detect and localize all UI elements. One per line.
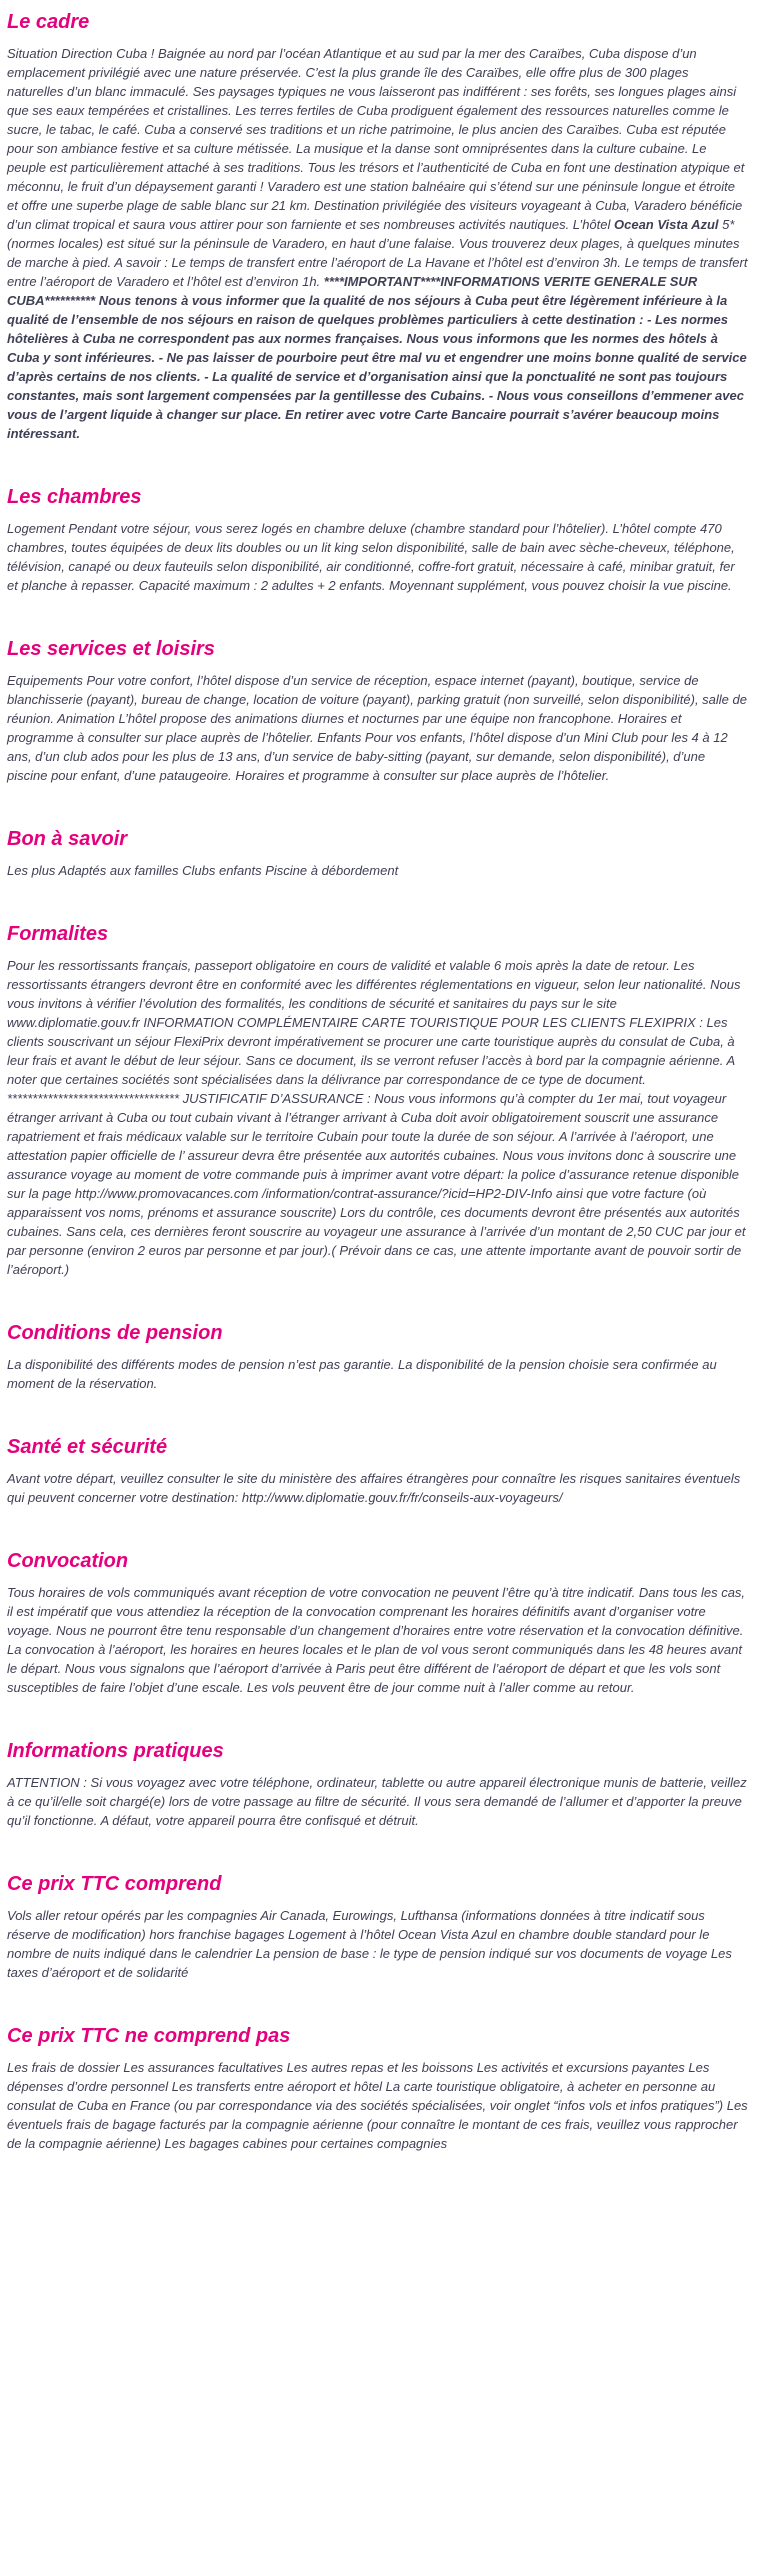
section-heading: Conditions de pension bbox=[7, 1322, 223, 1344]
section-paragraph bbox=[7, 1355, 748, 1393]
document-section bbox=[7, 922, 748, 1279]
section-paragraph bbox=[7, 1583, 748, 1697]
section-paragraph bbox=[7, 1906, 748, 1982]
text-run: Tous horaires de vols communiqués avant réception de votre convocation ne peuvent l’être qu’à titre indicatif. Dans tous les cas, il est impératif que vous attendiez la réception de la convocation comprenant les horaires définitifs avant d’organiser votre voyage. Nous ne pourront être tenu responsable d’un changement d’horaires entre votre réservation et la convocation définitive. La convocation à l’aéroport, les horaires en heures locales et le plan de vol vous seront communiqués dans les 48 heures avant le départ. Nous vous signalons que l’aéroport d’arrivée à Paris peut être différent de l’aéroport de départ et que les vols sont susceptibles de faire l’objet d’une escale. Les vols peuvent être de jour comme nuit à l’aller comme au retour. bbox=[7, 1585, 746, 1695]
section-heading: Santé et sécurité bbox=[7, 1436, 168, 1458]
text-run: Vols aller retour opérés par les compagnies Air Canada, Eurowings, Lufthansa (informations données à titre indicatif sous réserve de modification) hors franchise bagages Logement à l’hôtel Ocean Vista Azul en chambre double standard pour le nombre de nuits indiqué dans le calendrier La pension de base : le type de pension indiqué sur vos documents de voyage Les taxes d’aéroport et de solidarité bbox=[7, 1908, 732, 1980]
text-run: 5* (normes locales) est situé sur la péninsule de Varadero, en haut d’une falaise. Vous trouverez deux plages, à quelques minutes de marche à pied. A savoir : Le temps de transfert entre l’aéroport de La Havane et l’hôtel est d’environ 3h. Le temps de transfert entre l’aéroport de Varadero et l’hôtel est d’environ 1h. bbox=[7, 217, 748, 289]
text-run: Equipements Pour votre confort, l’hôtel dispose d’un service de réception, espace internet (payant), boutique, service de blanchisserie (payant), bureau de change, location de voiture (payant), parking gratuit (non surveillé, selon disponibilité), salle de réunion. Animation L’hôtel propose des animations diurnes et nocturnes par une équipe non francophone. Horaires et programme à consulter sur place auprès de l’hôtelier. Enfants Pour vos enfants, l’hôtel dispose d’un Mini Club pour les 4 à 12 ans, d’un club ados pour les plus de 13 ans, d’un service de baby-sitting (payant, sur demande, selon disponibilité), d’une piscine pour enfant, d’une pataugeoire. Horaires et programme à consulter sur place auprès de l’hôtelier. bbox=[7, 673, 747, 783]
document-section bbox=[7, 10, 748, 443]
text-run: ATTENTION : Si vous voyagez avec votre téléphone, ordinateur, tablette ou autre appareil électronique munis de batterie, veillez à ce qu’il/elle soit chargé(e) lors de votre passage au filtre de sécurité. Il vous sera demandé de l’allumer et d’apporter la preuve qu’il fonctionne. A défaut, votre appareil pourra être confisqué et détruit. bbox=[7, 1775, 747, 1828]
section-heading: Informations pratiques bbox=[7, 1740, 224, 1762]
document-section bbox=[7, 637, 748, 785]
document-section bbox=[7, 1435, 748, 1507]
document-section bbox=[7, 1872, 748, 1982]
section-heading: Le cadre bbox=[7, 11, 90, 33]
section-paragraph bbox=[7, 671, 748, 785]
section-paragraph bbox=[7, 2058, 748, 2153]
text-run: Pour les ressortissants français, passeport obligatoire en cours de validité et valable 6 mois après la date de retour. Les ressortissants étrangers devront être en conformité avec les différentes réglementations en vigueur, selon leur nationalité. Nous vous invitons à vérifier l’évolution des formalités, les conditions de sécurité et sanitaires du pays sur le site www.diplomatie.gouv.fr INFORMATION COMPLÉMENTAIRE CARTE TOURISTIQUE POUR LES CLIENTS FLEXIPRIX : Les clients souscrivant un séjour FlexiPrix devront impérativement se procurer une carte touristique auprès du consulat de Cuba, à leur frais et avant le début de leur séjour. Sans ce document, ils se verront refuser l’accès à bord par la compagnie aérienne. A noter que certaines sociétés sont spécialisées dans la délivrance par correspondance de ce type de document. ********************************** JUSTIFICATIF D’ASSURANCE : Nous vous informons qu’à compter du 1er mai, tout voyageur étranger arrivant à Cuba ou tout cubain vivant à l’étranger arrivant à Cuba doit avoir obligatoirement souscrit une assurance rapatriement et frais médicaux valable sur le territoire Cubain pour toute la durée de son séjour. A l’arrivée à l’aéroport, une attestation papier officielle de l’ assureur devra être présentée aux autorités cubaines. Nous vous invitons donc à souscrire une assurance voyage au moment de votre commande puis à imprimer avant votre départ: la police d’assurance retenue disponible sur la page http://www.promovacances.com /information/contrat-assurance/?icid=HP2-DIV-Info ainsi que votre facture (où apparaissent vos noms, prénoms et assurance souscrite) Lors du contrôle, ces documents devront être présentés aux autorités cubaines. Sans cela, ces dernières feront souscrire au voyageur une assurance à l’arrivée d’un montant de 2,50 CUC par jour et par personne (environ 2 euros par personne et par jour).( Prévoir dans ce cas, une attente importante avant de pouvoir sortir de l’aéroport.) bbox=[7, 958, 746, 1277]
text-run: Les frais de dossier Les assurances facultatives Les autres repas et les boissons Les activités et excursions payantes Les dépenses d’ordre personnel Les transferts entre aéroport et hôtel La carte touristique obligatoire, à acheter en personne au consulat de Cuba en France (ou par correspondance via des sociétés spécialisées, voir onglet “infos vols et infos pratiques”) Les éventuels frais de bagage facturés par la compagnie aérienne (pour connaître le montant de ces frais, veuillez vous rapprocher de la compagnie aérienne) Les bagages cabines pour certaines compagnies bbox=[7, 2060, 748, 2151]
section-heading: Bon à savoir bbox=[7, 828, 128, 850]
text-run: Logement Pendant votre séjour, vous serez logés en chambre deluxe (chambre standard pour l’hôtelier). L’hôtel compte 470 chambres, toutes équipées de deux lits doubles ou un lit king selon disponibilité, salle de bain avec sèche-cheveux, téléphone, télévision, canapé ou deux fauteuils selon disponibilité, air conditionné, coffre-fort gratuit, nécessaire à café, minibar gratuit, fer et planche à repasser. Capacité maximum : 2 adultes + 2 enfants. Moyennant supplément, vous pouvez choisir la vue piscine. bbox=[7, 521, 735, 593]
document-section bbox=[7, 1549, 748, 1697]
text-run: Avant votre départ, veuillez consulter le site du ministère des affaires étrangères pour connaître les risques sanitaires éventuels qui peuvent concerner votre destination: http://www.diplomatie.gouv.fr/fr/conseils-aux-voyageurs/ bbox=[7, 1471, 741, 1505]
section-heading: Formalites bbox=[7, 923, 109, 945]
section-paragraph bbox=[7, 44, 748, 443]
section-paragraph bbox=[7, 861, 748, 880]
text-run: Situation Direction Cuba ! Baignée au nord par l’océan Atlantique et au sud par la mer des Caraïbes, Cuba dispose d’un emplacement privilégié avec une nature préservée. C’est la plus grande île des Caraïbes, elle offre plus de 300 plages naturelles d’un blanc immaculé. Ses paysages typiques ne vous laisseront pas indifférent : ses forêts, ses longues plages ainsi que ses eaux tempérées et cristallines. Les terres fertiles de Cuba prodiguent également des ressources naturelles comme le sucre, le tabac, le café. Cuba a conservé ses traditions et un riche patrimoine, le plus ancien des Caraïbes. Cuba est réputée pour son ambiance festive et sa culture métissée. La musique et la danse sont omniprésentes dans la culture cubaine. Le peuple est particulièrement attaché à ses traditions. Tous les trésors et l’authenticité de Cuba en font une destination atypique et méconnu, le fruit d’un dépaysement garanti ! Varadero est une station balnéaire qui s’étend sur une péninsule longue et étroite et offre une superbe plage de sable blanc sur 21 km. Destination privilégiée des visiteurs voyageant à Cuba, Varadero bénéficie d’un climat tropical et saura vous attirer pour son farniente et ses nombreuses activités nautiques. L’hôtel bbox=[7, 46, 745, 232]
section-heading: Les chambres bbox=[7, 486, 142, 508]
document-section bbox=[7, 1739, 748, 1830]
section-heading: Ce prix TTC ne comprend pas bbox=[7, 2025, 291, 2047]
text-run: Les plus Adaptés aux familles Clubs enfants Piscine à débordement bbox=[7, 863, 399, 878]
section-paragraph bbox=[7, 956, 748, 1279]
section-paragraph bbox=[7, 1469, 748, 1507]
document-section bbox=[7, 1321, 748, 1393]
section-heading: Ce prix TTC comprend bbox=[7, 1873, 222, 1895]
section-paragraph bbox=[7, 519, 748, 595]
text-run: Ocean Vista Azul bbox=[614, 217, 719, 232]
text-run: ****IMPORTANT****INFORMATIONS VERITE GENERALE SUR CUBA********** Nous tenons à vous informer que la qualité de nos séjours à Cuba peut être légèrement inférieure à la qualité de l’ensemble de nos séjours en raison de quelques problèmes particuliers à cette destination : - Les normes hôtelières à Cuba ne correspondent pas aux normes françaises. Nous vous informons que les normes des hôtels à Cuba y sont inférieures. - Ne pas laisser de pourboire peut être mal vu et engendrer une moins bonne qualité de service d’après certains de nos clients. - La qualité de service et d’organisation ainsi que la ponctualité ne sont pas toujours constantes, mais sont largement compensées par la gentillesse des Cubains. - Nous vous conseillons d’emmener avec vous de l’argent liquide à changer sur place. En retirer avec votre Carte Bancaire pourrait s’avérer beaucoup moins intéressant. bbox=[7, 274, 747, 441]
document-section bbox=[7, 2024, 748, 2153]
section-heading: Les services et loisirs bbox=[7, 638, 215, 660]
document-section bbox=[7, 485, 748, 595]
section-paragraph bbox=[7, 1773, 748, 1830]
section-heading: Convocation bbox=[7, 1550, 129, 1572]
document-section bbox=[7, 827, 748, 880]
text-run: La disponibilité des différents modes de pension n’est pas garantie. La disponibilité de la pension choisie sera confirmée au moment de la réservation. bbox=[7, 1357, 717, 1391]
